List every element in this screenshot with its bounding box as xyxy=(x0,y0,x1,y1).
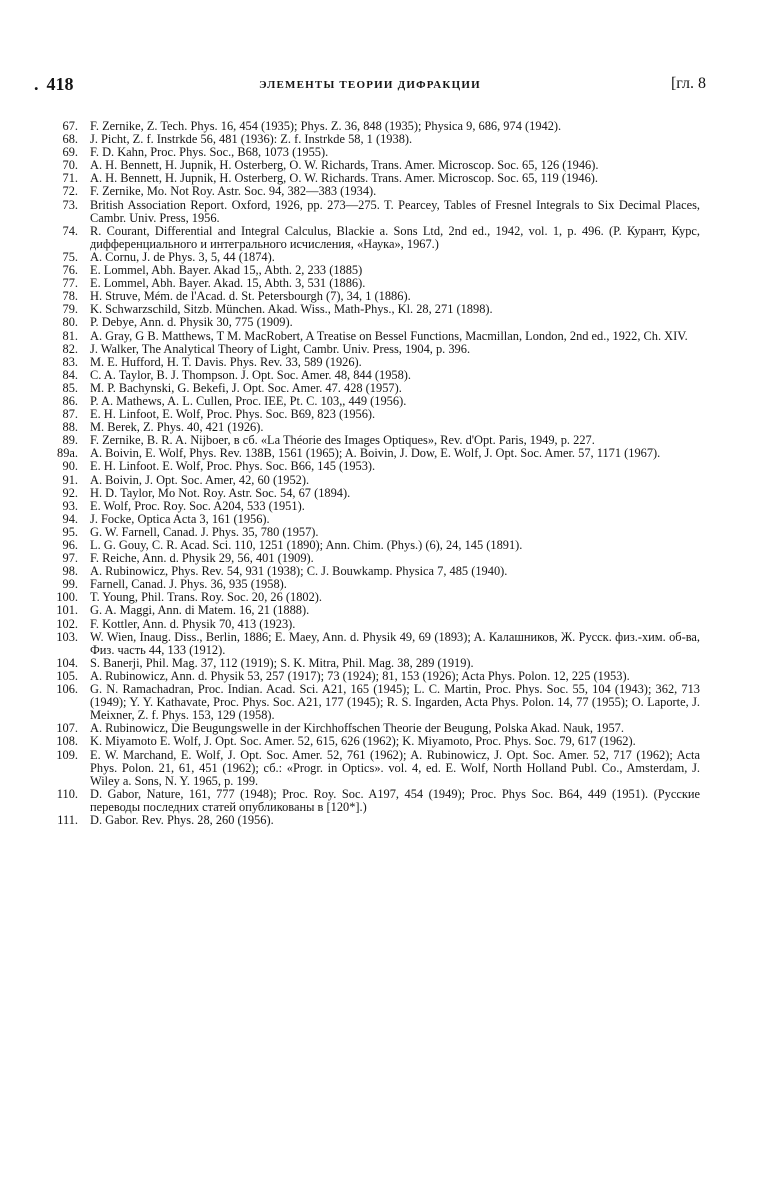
reference-text: J. Focke, Optica Acta 3, 161 (1956). xyxy=(90,511,270,526)
reference-text: G. W. Farnell, Canad. J. Phys. 35, 780 (1957). xyxy=(90,524,319,539)
reference-text: L. G. Gouy, C. R. Acad. Sci. 110, 1251 (1890); Ann. Chim. (Phys.) (6), 24, 145 (1891). xyxy=(90,538,523,552)
reference-text: A. Rubinowicz, Die Beugungswelle in der Kirchhoffschen Theorie der Beugung, Polska Akad. Nauk, 1957. xyxy=(90,721,624,736)
reference-number: 105. xyxy=(56,668,78,683)
reference-number: 83. xyxy=(62,354,78,369)
reference-number: 100. xyxy=(56,590,78,605)
reference-text: K. Schwarzschild, Sitzb. München. Akad. Wiss., Math-Phys., Kl. 28, 271 (1898). xyxy=(90,302,493,317)
reference-text: A. Gray, G B. Matthews, T M. MacRobert, A Treatise on Bessel Functions, Macmillan, London, 2nd ed., 1922, Ch. XIV. xyxy=(90,328,688,343)
reference-number: 89. xyxy=(62,433,78,448)
reference-text: G. A. Maggi, Ann. di Matem. 16, 21 (1888). xyxy=(90,603,310,618)
reference-number: 99. xyxy=(62,577,78,592)
reference-text: F. Kottler, Ann. d. Physik 70, 413 (1923). xyxy=(90,616,296,631)
reference-number: 86. xyxy=(62,393,78,408)
reference-item xyxy=(52,631,700,657)
reference-text: F. Zernike, Mo. Not Roy. Astr. Soc. 94, 382—383 (1934). xyxy=(90,184,377,199)
reference-text: H. Struve, Mém. de l'Acad. d. St. Petersbourgh (7), 34, 1 (1886). xyxy=(90,289,411,304)
reference-text: D. Gabor. Rev. Phys. 28, 260 (1956). xyxy=(90,812,274,827)
reference-text: T. Young, Phil. Trans. Roy. Soc. 20, 26 (1802). xyxy=(90,590,323,605)
page-number: . 418 xyxy=(34,74,74,94)
reference-text: K. Miyamoto E. Wolf, J. Opt. Soc. Amer. 52, 615, 626 (1962); K. Miyamoto, Proc. Phys. Soc. 79, 617 (1962). xyxy=(90,734,636,749)
page-header xyxy=(34,74,706,102)
reference-text: D. Gabor, Nature, 161, 777 (1948); Proc. Roy. Soc. A197, 454 (1949); Proc. Phys Soc. B64, 449 (1951). (Русские переводы последних статей опубликованы в [120*].) xyxy=(90,786,700,814)
reference-number: 91. xyxy=(62,472,78,487)
reference-number: 77. xyxy=(62,276,78,291)
reference-text: A. Boivin, E. Wolf, Phys. Rev. 138B, 1561 (1965); A. Boivin, J. Dow, E. Wolf, J. Opt. Soc. Amer. 57, 1171 (1967). xyxy=(90,446,661,461)
reference-number: 93. xyxy=(62,498,78,513)
reference-number: 70. xyxy=(62,158,78,173)
reference-number: 74. xyxy=(62,223,78,238)
reference-text: E. Wolf, Proc. Roy. Soc. A204, 533 (1951). xyxy=(90,498,305,513)
reference-number: 78. xyxy=(62,289,78,304)
reference-text: S. Banerji, Phil. Mag. 37, 112 (1919); S. K. Mitra, Phil. Mag. 38, 289 (1919). xyxy=(90,655,474,670)
reference-number: 67. xyxy=(62,119,78,133)
reference-item xyxy=(52,225,700,251)
reference-item xyxy=(52,788,700,814)
reference-number: 72. xyxy=(62,184,78,199)
reference-number: 80. xyxy=(62,315,78,330)
reference-number: 79. xyxy=(62,302,78,317)
reference-number: 95. xyxy=(62,524,78,539)
reference-text: A. Boivin, J. Opt. Soc. Amer, 42, 60 (1952). xyxy=(90,472,310,487)
reference-text: M. E. Hufford, H. T. Davis. Phys. Rev. 33, 589 (1926). xyxy=(90,354,362,369)
reference-number: 107. xyxy=(56,721,78,736)
reference-text: C. A. Taylor, B. J. Thompson. J. Opt. Soc. Amer. 48, 844 (1958). xyxy=(90,367,412,382)
reference-number: 97. xyxy=(62,551,78,566)
reference-number: 88. xyxy=(62,420,78,435)
reference-number: 108. xyxy=(56,734,78,749)
reference-text: J. Walker, The Analytical Theory of Light, Cambr. Univ. Press, 1904, p. 396. xyxy=(90,341,471,356)
reference-text: M. Berek, Z. Phys. 40, 421 (1926). xyxy=(90,420,264,435)
reference-number: 92. xyxy=(62,485,78,500)
reference-number: 110. xyxy=(56,786,78,801)
reference-number: 90. xyxy=(62,459,78,474)
reference-text: F. D. Kahn, Proc. Phys. Soc., B68, 1073 (1955). xyxy=(90,145,329,160)
reference-text: E. Lommel, Abh. Bayer. Akad. 15, Abth. 3, 531 (1886). xyxy=(90,276,366,291)
reference-text: G. N. Ramachadran, Proc. Indian. Acad. Sci. A21, 165 (1945); L. C. Martin, Proc. Phys. Soc. 55, 104 (1943); 362, 713 (1949); Y. Y. Kathavate, Proc. Phys. Soc. A21, 177 (1945); R. S. Ingarden, Acta Phys. Polon. 14, 77 (1955); O. Laporte, J. Meixner, Z. f. Phys. 153, 129 (1958). xyxy=(90,682,700,723)
reference-text: A. Cornu, J. de Phys. 3, 5, 44 (1874). xyxy=(90,249,275,264)
reference-text: F. Zernike, Z. Tech. Phys. 16, 454 (1935); Phys. Z. 36, 848 (1935); Physica 9, 686, 974 (1942). xyxy=(90,119,562,133)
reference-number: 106. xyxy=(56,682,78,697)
reference-text: A. Rubinowicz, Ann. d. Physik 53, 257 (1917); 73 (1924); 81, 153 (1926); Acta Phys. Polon. 12, 225 (1953). xyxy=(90,668,630,683)
reference-number: 87. xyxy=(62,407,78,422)
reference-item xyxy=(52,683,700,722)
reference-list xyxy=(52,120,700,827)
reference-number: 75. xyxy=(62,249,78,264)
reference-number: 71. xyxy=(62,171,78,186)
reference-text: British Association Report. Oxford, 1926, pp. 273—275. T. Pearcey, Tables of Fresnel Integrals to Six Decimal Places, Cambr. Univ. Press, 1956. xyxy=(90,197,700,225)
reference-text: M. P. Bachynski, G. Bekefi, J. Opt. Soc. Amer. 47. 428 (1957). xyxy=(90,380,402,395)
reference-text: E. H. Linfoot, E. Wolf, Proc. Phys. Soc. B69, 823 (1956). xyxy=(90,407,376,422)
reference-number: 84. xyxy=(62,367,78,382)
reference-text: Farnell, Canad. J. Phys. 36, 935 (1958). xyxy=(90,577,287,592)
reference-text: A. H. Bennett, H. Jupnik, H. Osterberg, O. W. Richards, Trans. Amer. Microscop. Soc. 65, 126 (1946). xyxy=(90,158,599,173)
reference-number: 73. xyxy=(62,197,78,212)
reference-number: 104. xyxy=(56,655,78,670)
reference-number: 82. xyxy=(62,341,78,356)
reference-text: P. A. Mathews, A. L. Cullen, Proc. IEE, Pt. C. 103,, 449 (1956). xyxy=(90,393,407,408)
reference-number: 103. xyxy=(56,629,78,644)
reference-number: 111. xyxy=(57,812,78,827)
reference-number: 89a. xyxy=(57,446,78,461)
reference-text: A. H. Bennett, H. Jupnik, H. Osterberg, O. W. Richards. Trans. Amer. Microscop. Soc. 65, 119 (1946). xyxy=(90,171,598,186)
reference-text: F. Zernike, B. R. A. Nijboer, в сб. «La Théorie des Images Optiques», Rev. d'Opt. Paris, 1949, p. 227. xyxy=(90,433,595,448)
chapter-label: [гл. 8 xyxy=(670,75,706,92)
reference-text: W. Wien, Inaug. Diss., Berlin, 1886; E. Maey, Ann. d. Physik 49, 69 (1893); A. Калашников, Ж. Русск. физ.-хим. об-ва, Физ. часть 44, 133 (1912). xyxy=(90,629,700,657)
reference-text: F. Reiche, Ann. d. Physik 29, 56, 401 (1909). xyxy=(90,551,314,566)
reference-number: 69. xyxy=(62,145,78,160)
reference-text: R. Courant, Differential and Integral Calculus, Blackie a. Sons Ltd, 2nd ed., 1942, vol. 1, p. 496. (P. Курант, Курс, дифференциального и интегрального исчисления, «Наука», 1967.) xyxy=(90,223,700,251)
reference-text: E. W. Marchand, E. Wolf, J. Opt. Soc. Amer. 52, 761 (1962); A. Rubinowicz, J. Opt. Soc. Amer. 52, 717 (1962); Acta Phys. Polon. 21, 61, 451 (1962); сб.: «Progr. in Optics». vol. 4, ed. E. Wolf, North Holland Publ. Co., Amsterdam, J. Wiley a. Sons, N. Y. 1965, p. 199. xyxy=(90,747,700,788)
reference-number: 76. xyxy=(62,263,78,278)
reference-number: 96. xyxy=(62,538,78,552)
reference-text: E. Lommel, Abh. Bayer. Akad 15,, Abth. 2, 233 (1885) xyxy=(90,263,363,278)
reference-number: 98. xyxy=(62,564,78,579)
reference-number: 101. xyxy=(56,603,78,618)
reference-number: 68. xyxy=(62,132,78,147)
reference-item xyxy=(52,749,700,788)
reference-number: 81. xyxy=(62,328,78,343)
reference-item xyxy=(52,199,700,225)
reference-text: A. Rubinowicz, Phys. Rev. 54, 931 (1938); C. J. Bouwkamp. Physica 7, 485 (1940). xyxy=(90,564,508,579)
reference-number: 102. xyxy=(56,616,78,631)
reference-number: 85. xyxy=(62,380,78,395)
reference-text: J. Picht, Z. f. Instrkde 56, 481 (1936): Z. f. Instrkde 58, 1 (1938). xyxy=(90,132,413,147)
reference-text: P. Debye, Ann. d. Physik 30, 775 (1909). xyxy=(90,315,293,330)
reference-item xyxy=(52,814,700,827)
reference-number: 94. xyxy=(62,511,78,526)
reference-text: E. H. Linfoot. E. Wolf, Proc. Phys. Soc. B66, 145 (1953). xyxy=(90,459,376,474)
reference-text: H. D. Taylor, Mo Not. Roy. Astr. Soc. 54, 67 (1894). xyxy=(90,485,351,500)
reference-number: 109. xyxy=(56,747,78,762)
running-title: ЭЛЕМЕНТЫ ТЕОРИИ ДИФРАКЦИИ xyxy=(259,79,481,91)
